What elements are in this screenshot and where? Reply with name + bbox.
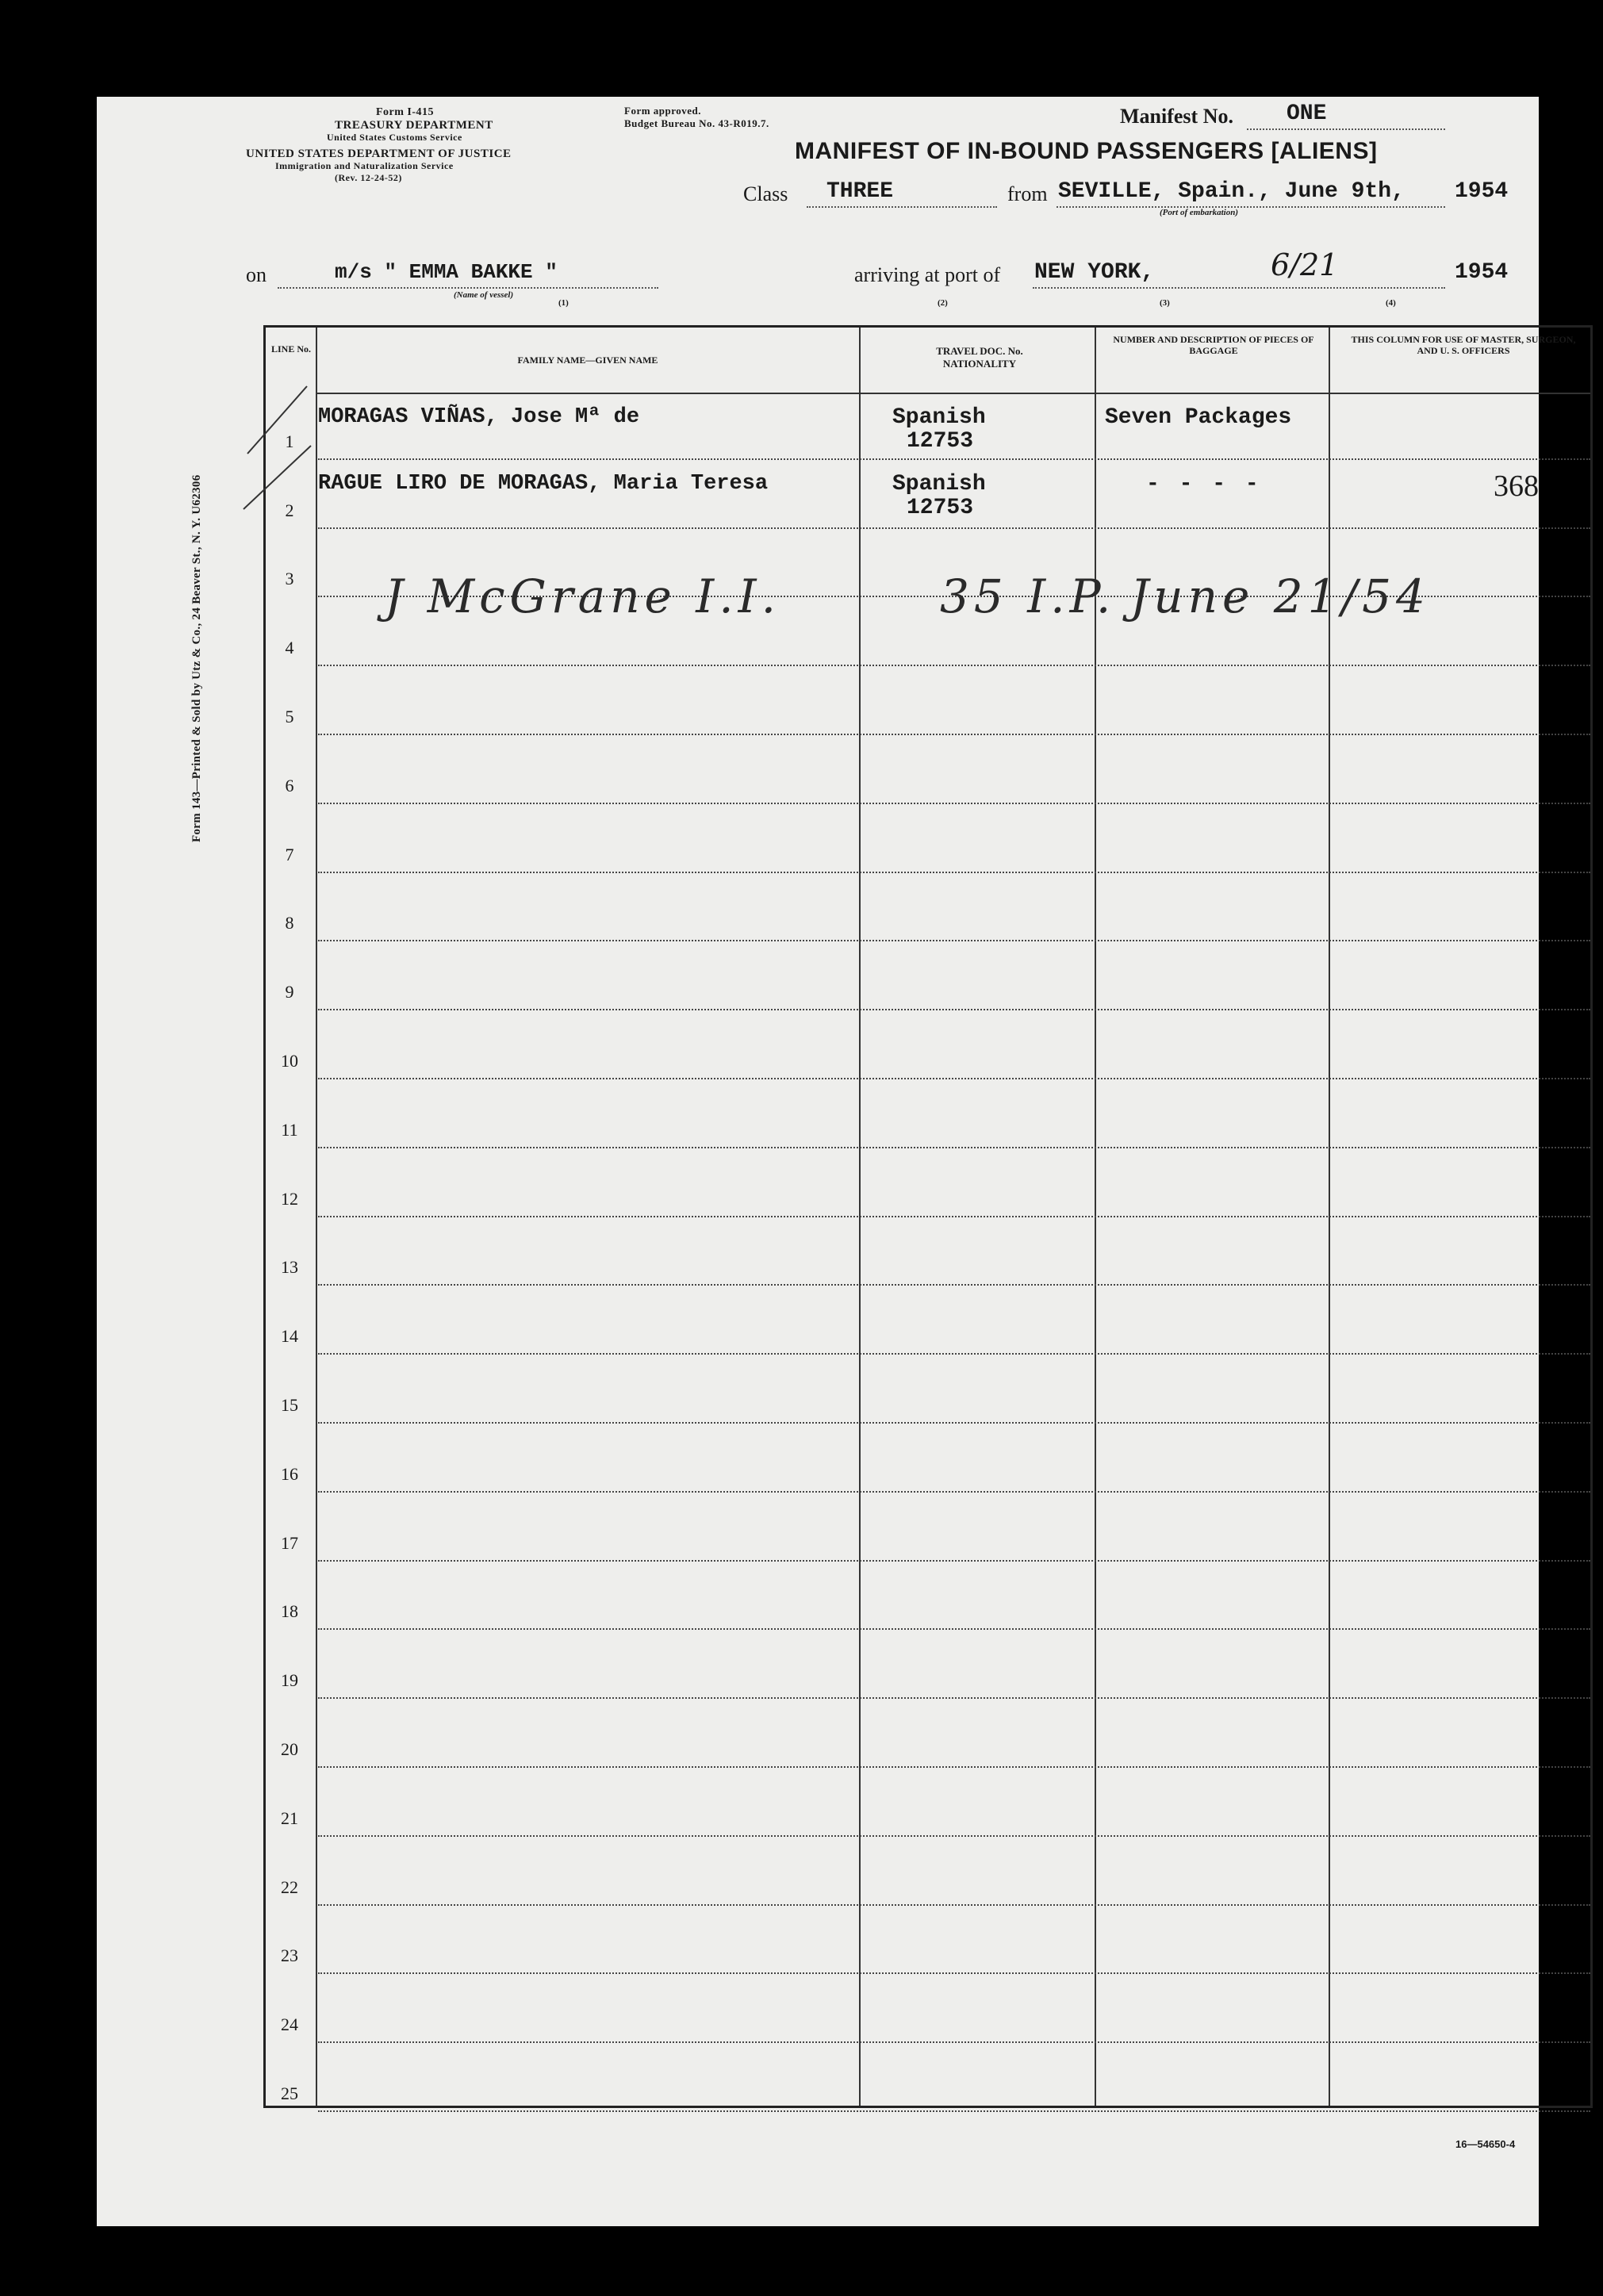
year-2: 1954 — [1455, 260, 1509, 285]
line-number: 15 — [281, 1394, 298, 1415]
table-row — [266, 735, 1590, 804]
table-row — [266, 1562, 1590, 1631]
class-label: Class — [743, 182, 788, 205]
table-row — [266, 666, 1590, 735]
from-value: SEVILLE, Spain., June 9th, — [1058, 179, 1405, 204]
line-number: 9 — [285, 982, 294, 1002]
line-number: 8 — [285, 913, 294, 933]
passenger-2-doc: 12753 — [907, 496, 974, 520]
handwritten-signature-date: June 21/54 — [1130, 569, 1430, 623]
line-number: 14 — [281, 1326, 298, 1347]
col-head-baggage: NUMBER AND DESCRIPTION OF PIECES OF BAGGAGE — [1113, 334, 1314, 356]
line-number: 1 — [285, 431, 294, 451]
passenger-2-officer: 368 — [1494, 470, 1539, 503]
line-number: 16 — [281, 1463, 298, 1484]
col-marker-4: (4) — [1386, 298, 1396, 308]
vessel-caption: (Name of vessel) — [454, 290, 514, 300]
form-approved: Form approved. — [624, 105, 702, 117]
arriving-label: arriving at port of — [854, 263, 1001, 286]
printer-side-text: Form 143—Printed & Sold by Utz & Co., 24 Beaver St., N. Y. U62306 — [190, 474, 203, 842]
line-number: 3 — [285, 569, 294, 589]
bracket-mark — [240, 374, 319, 517]
table-row — [266, 1424, 1590, 1493]
from-line — [1057, 206, 1445, 208]
line-number: 21 — [281, 1807, 298, 1828]
table-row — [266, 941, 1590, 1010]
line-number: 5 — [285, 706, 294, 726]
passenger-1-baggage: Seven Packages — [1105, 405, 1292, 430]
col-marker-1: (1) — [558, 298, 569, 308]
line-number: 4 — [285, 638, 294, 658]
handwritten-signature-doc: 35 I.P. — [940, 569, 1116, 623]
manifest-title: MANIFEST OF IN-BOUND PASSENGERS [ALIENS] — [795, 138, 1378, 164]
table-row — [266, 873, 1590, 942]
class-line — [807, 206, 997, 208]
vessel-value: m/s " EMMA BAKKE " — [335, 260, 558, 284]
passenger-table — [263, 325, 1593, 2108]
arriving-line — [1033, 287, 1445, 289]
manifest-no-label: Manifest No. — [1120, 105, 1233, 128]
table-row — [266, 1217, 1590, 1286]
line-number: 2 — [285, 500, 294, 520]
line-number: 13 — [281, 1257, 298, 1278]
handwritten-signature-name: J McGrane I.I. — [385, 569, 781, 623]
line-number: 25 — [281, 2083, 298, 2103]
manifest-no-value: ONE — [1287, 102, 1327, 126]
budget-bureau: Budget Bureau No. 43-R019.7. — [624, 117, 769, 129]
line-number: 6 — [285, 775, 294, 795]
line-number: 10 — [281, 1050, 298, 1071]
table-row — [266, 1286, 1590, 1355]
line-number: 22 — [281, 1876, 298, 1897]
line-number: 11 — [281, 1119, 298, 1140]
manifest-page — [97, 97, 1576, 2226]
col-head-line: LINE No. — [270, 343, 311, 355]
customs-service: United States Customs Service — [327, 132, 462, 143]
table-row — [266, 1355, 1590, 1424]
passenger-1-name: MORAGAS VIÑAS, Jose Mª de — [318, 405, 640, 429]
footer-code: 16—54650-4 — [1455, 2138, 1516, 2150]
passenger-1-doc: 12753 — [907, 429, 974, 454]
passenger-2-baggage: - - - - — [1146, 472, 1262, 496]
col-marker-3: (3) — [1160, 298, 1170, 308]
line-number: 24 — [281, 2014, 298, 2035]
line-number: 7 — [285, 844, 294, 864]
passenger-1-nationality: Spanish — [892, 405, 986, 430]
col-head-travel-doc: TRAVEL DOC. No. NATIONALITY — [936, 345, 1023, 370]
table-row — [266, 1699, 1590, 1768]
arriving-value: NEW YORK, — [1034, 260, 1155, 285]
table-row — [266, 1010, 1590, 1079]
line-number: 20 — [281, 1738, 298, 1759]
table-row — [266, 1493, 1590, 1562]
manifest-no-line — [1247, 128, 1445, 130]
on-label: on — [246, 263, 267, 286]
table-row — [266, 1630, 1590, 1699]
row-rule — [318, 2110, 1590, 2112]
table-row — [266, 804, 1590, 873]
col-head-name: FAMILY NAME—GIVEN NAME — [517, 355, 658, 366]
table-row — [266, 1837, 1590, 1906]
revision: (Rev. 12-24-52) — [335, 172, 402, 183]
dept-justice: UNITED STATES DEPARTMENT OF JUSTICE — [246, 148, 512, 160]
line-number: 23 — [281, 1945, 298, 1966]
dept-treasury: TREASURY DEPARTMENT — [335, 119, 493, 132]
table-rows — [266, 391, 1590, 2106]
form-number: Form I-415 — [376, 106, 435, 118]
table-row — [266, 1079, 1590, 1148]
table-row — [266, 1148, 1590, 1217]
from-label: from — [1007, 182, 1048, 205]
arrival-date-handwritten: 6/21 — [1271, 247, 1339, 282]
line-number: 12 — [281, 1188, 298, 1209]
col-marker-2: (2) — [938, 298, 948, 308]
class-value: THREE — [826, 179, 894, 204]
line-number: 18 — [281, 1601, 298, 1622]
vessel-line — [278, 287, 658, 289]
ins: Immigration and Naturalization Service — [275, 160, 454, 171]
line-number: 17 — [281, 1532, 298, 1553]
year-1: 1954 — [1455, 179, 1509, 204]
line-number: 19 — [281, 1670, 298, 1691]
table-row — [266, 2043, 1590, 2112]
table-row — [266, 1768, 1590, 1837]
passenger-2-nationality: Spanish — [892, 472, 986, 496]
port-embark-caption: (Port of embarkation) — [1160, 208, 1238, 217]
col-head-officers: THIS COLUMN FOR USE OF MASTER, SURGEON, AND U. S. OFFICERS — [1351, 334, 1576, 356]
passenger-2-name: RAGUE LIRO DE MORAGAS, Maria Teresa — [318, 472, 769, 496]
table-row — [266, 1906, 1590, 1975]
table-row — [266, 1974, 1590, 2043]
